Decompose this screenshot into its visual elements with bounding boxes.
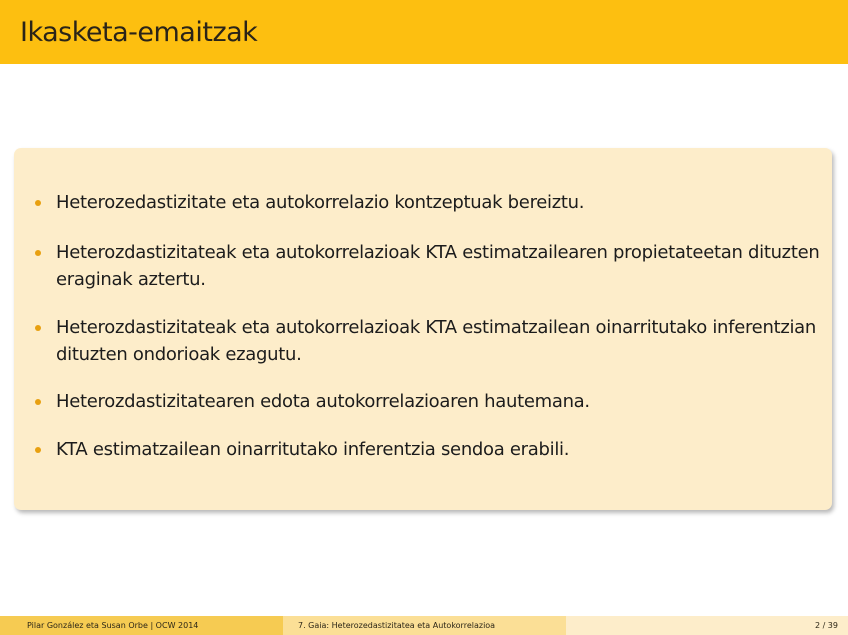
bullet-text: Heterozdastizitatearen edota autokorrelazioaren hautemana.: [56, 391, 590, 412]
list-item: [56, 436, 826, 463]
list-item: [56, 239, 826, 293]
slide-title: Ikasketa-emaitzak: [20, 17, 258, 48]
list-item: [56, 388, 826, 415]
page-number: 2 / 39: [566, 616, 848, 635]
learning-outcomes-box: [14, 148, 832, 510]
bullet-text: KTA estimatzailean oinarritutako inferentzia sendoa erabili.: [56, 439, 570, 460]
title-bar: [0, 0, 848, 64]
footer: [0, 616, 848, 635]
bullet-text: Heterozedastizitate eta autokorrelazio kontzeptuak bereiztu.: [56, 192, 585, 213]
bullet-icon: [35, 399, 41, 405]
bullet-icon: [35, 200, 41, 206]
bullet-icon: [35, 325, 41, 331]
footer-authors: Pilar González eta Susan Orbe | OCW 2014: [0, 616, 283, 635]
bullet-text: Heterozdastizitateak eta autokorrelazioak KTA estimatzailearen propietateetan dituzten eraginak aztertu.: [56, 242, 820, 290]
list-item: [56, 189, 826, 216]
list-item: [56, 314, 826, 368]
bullet-icon: [35, 250, 41, 256]
bullet-text: Heterozdastizitateak eta autokorrelazioak KTA estimatzailean oinarritutako inferentzian dituzten ondorioak ezagutu.: [56, 317, 817, 365]
bullet-icon: [35, 447, 41, 453]
footer-topic: 7. Gaia: Heterozedastizitatea eta Autokorrelazioa: [283, 616, 566, 635]
